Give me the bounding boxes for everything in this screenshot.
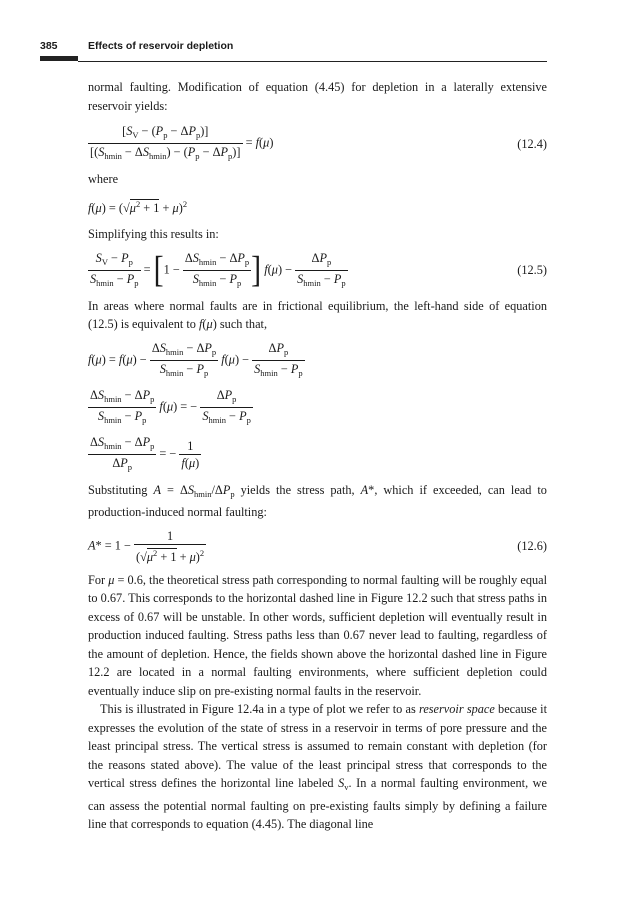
equation-f-mu: $f(\mu) = (√\mu^2 + 1 + \mu)^2$	[88, 198, 188, 215]
equation-derivation-3: $\frac{\Delta S_{hmin} - \Delta P_p}{\Delta P_p}$ = − $\frac{1}{f(\mu)}$	[90, 434, 200, 472]
substituting-text-a: Substituting	[88, 482, 148, 497]
page-number: 385	[40, 40, 58, 52]
header-bar	[40, 56, 78, 61]
equation-number: (12.6)	[517, 538, 547, 553]
illus-text-b: because it expresses the evolution of the state of stress in a reservoir in terms of pore pressure and the least principal stress. The vertical stress is assumed to remain constant with depletion (for the reasons stated above). The value of the least principal stress that corresponds to the vertical stress defines the horizontal line labeled	[88, 702, 548, 790]
paragraph-illustrated: This is illustrated in Figure 12.4a in a type of plot we refer to as reservoir space because it expresses the evolution of the state of stress in a reservoir in terms of pore pressure and the least principal stress. The vertical stress is assumed to remain constant with depletion (for the reasons stated above). The value of the least principal stress that corresponds to the vertical stress defines the horizontal line labeled $S_v$. In a normal faulting environment, we can assess the potential normal faulting on pre-existing faults simply by defining a failure line that corresponds to equation (4.45). The diagonal line	[88, 702, 548, 831]
mu-text-start: For	[88, 572, 106, 587]
paragraph-substituting: Substituting $A = \Delta S_{hmin}/\Delta P_p$ yields the stress path, A*, which if exceeded, can lead to production-induced normal faulting:	[88, 482, 547, 519]
reservoir-space-term: reservoir space	[418, 702, 495, 716]
body-text	[88, 78, 547, 834]
illus-text-c: . In a normal faulting environment, we can assess the potential normal faulting on pre-existing faults simply by defining a failure line that corresponds to equation (4.45). The diagonal line	[88, 776, 547, 831]
equation-number: (12.4)	[517, 136, 547, 151]
equation-12-6: A* = 1 − $\frac{1}{(√\mu^2 + 1 + \mu)^2}$ (12.6)	[88, 528, 547, 564]
paragraph-equilibrium: In areas where normal faults are in frictional equilibrium, the left-hand side of equation (12.5) is equivalent to f(μ) such that,	[88, 298, 547, 331]
running-header	[40, 40, 547, 64]
paragraph-mu: For μ = 0.6, the theoretical stress path corresponding to normal faulting will be roughly equal to 0.67. This corresponds to the horizontal dashed line in Figure 12.2 such that stress paths in excess of 0.67 will be unstable. In other words, sufficient depletion will eventually result in production induced faulting. Stress paths less than 0.67 never lead to faulting, regardless of the amount of depletion. Hence, the fields shown above the horizontal dashed line in Figure 12.2 are located in a normal faulting environments, where sufficient depletion could eventually induce slip on pre-existing normal faults in the reservoir.	[88, 572, 547, 698]
equilibrium-text: In areas where normal faults are in frictional equilibrium, the left-hand side of equation (12.5) is equivalent to	[88, 298, 547, 331]
equation-derivation-2: $\frac{\Delta S_{hmin} - \Delta P_p}{S_{hmin} - P_p}$ f(μ) = − $\frac{\Delta P_p}{S_{hmin} - P_p}$	[90, 387, 251, 425]
paragraph-intro: normal faulting. Modification of equation (4.45) for depletion in a laterally extensive reservoir yields:	[88, 80, 547, 113]
equation-number: (12.5)	[517, 262, 547, 277]
illus-text-a: This is illustrated in Figure 12.4a in a type of plot we refer to as	[100, 702, 416, 716]
paragraph-simplifying: Simplifying this results in:	[88, 227, 219, 241]
header-rule	[78, 61, 547, 62]
word-where: where	[88, 172, 119, 186]
mu-text-rest: = 0.6, the theoretical stress path corresponding to normal faulting will be roughly equal to 0.67. This corresponds to the horizontal dashed line in Figure 12.2 such that stress paths in excess of 0.67 will be unstable. In other words, sufficient depletion will eventually result in production induced faulting. Stress paths less than 0.67 never lead to faulting, regardless of the amount of depletion. Hence, the fields shown above the horizontal dashed line in Figure 12.2 are located in a normal faulting environments, where sufficient depletion could eventually induce slip on pre-existing normal faults in the reservoir.	[88, 572, 547, 698]
equation-12-4: $\frac{[S_V - (P_p - \Delta P_p)]}{[(S_{hmin} - \Delta S_{hmin}) - (P_p - \Delta P_p)]}$ = f(μ) (12.4)	[90, 124, 547, 161]
running-title: Effects of reservoir depletion	[88, 40, 234, 52]
substituting-text-c: , which if exceeded, can lead to production-induced normal faulting:	[88, 482, 547, 519]
equation-12-5: $\frac{S_V - P_p}{S_{hmin} - P_p}$ = [1 − $\frac{\Delta S_{hmin} - \Delta P_p}{S_{hmin} - P_p}$ ] f(μ) − $\frac{\Delta P_p}{S_{hmin} - P_p}$ (12.5)	[90, 248, 547, 290]
equilibrium-text-end: such that,	[219, 317, 268, 331]
equation-derivation-1: f(μ) = f(μ) − $\frac{\Delta S_{hmin} - \Delta P_p}{S_{hmin} - P_p}$ f(μ) − $\frac{\Delta P_p}{S_{hmin} - P_p}$	[88, 340, 303, 378]
substituting-text-b: yields the stress path,	[240, 482, 355, 497]
